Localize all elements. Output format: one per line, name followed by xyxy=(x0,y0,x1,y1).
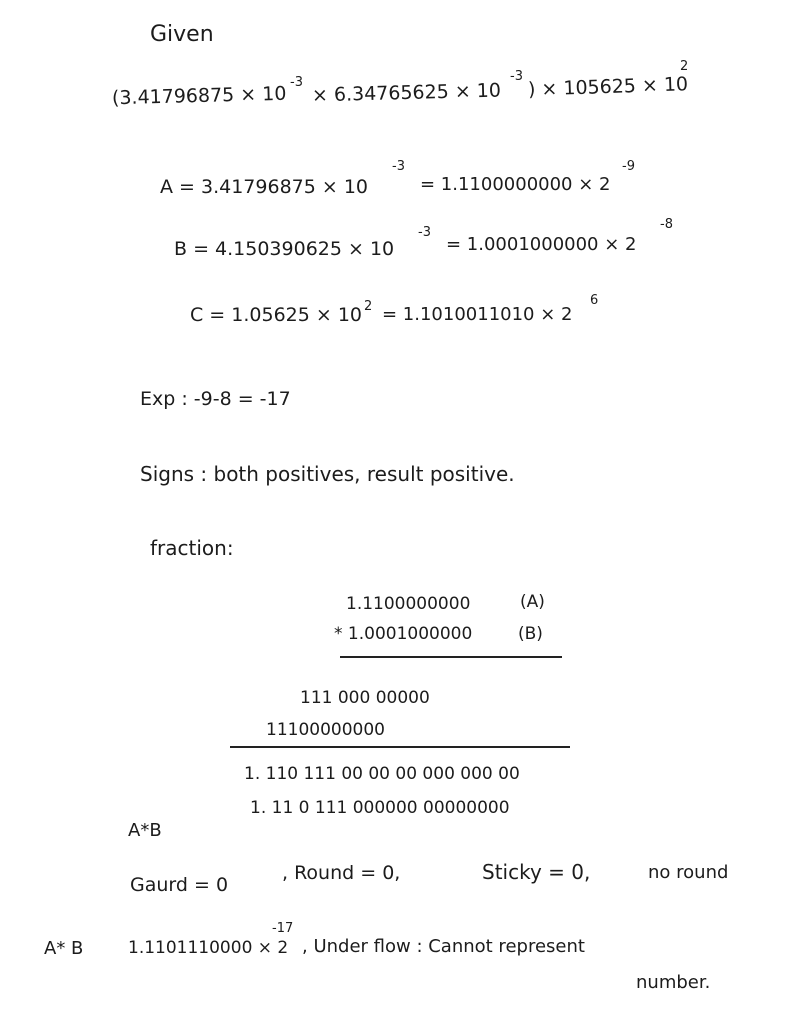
final-label: A* B xyxy=(44,938,84,959)
given-heading: Given xyxy=(150,22,214,47)
def-b-rhs-exp: -8 xyxy=(660,217,673,232)
def-a-lhs: A = 3.41796875 × 10 xyxy=(160,176,369,198)
final-exp: -17 xyxy=(272,921,294,936)
expr-exp-b: -3 xyxy=(510,69,523,84)
def-a-rhs-exp: -9 xyxy=(622,159,635,174)
def-c-exp: 2 xyxy=(364,299,373,314)
sum-line: 1. 110 111 00 00 00 000 000 00 xyxy=(244,764,520,784)
expr-part-b: × 6.34765625 × 10 xyxy=(311,79,502,107)
expr-part-a: (3.41796875 × 10 xyxy=(111,82,287,110)
final-value: 1.1101110000 × 2 xyxy=(128,938,289,958)
def-b-exp: -3 xyxy=(418,225,431,240)
fraction-heading: fraction: xyxy=(150,536,234,560)
sticky-bit: Sticky = 0, xyxy=(482,860,591,884)
def-a-exp: -3 xyxy=(392,159,405,174)
result-value: 1. 11 0 111 000000 00000000 xyxy=(250,798,510,818)
def-a-rhs: = 1.1100000000 × 2 xyxy=(420,174,611,195)
underflow-note-cont: number. xyxy=(636,972,711,993)
multiplier: * 1.0001000000 xyxy=(334,624,473,644)
sum-rule xyxy=(230,746,570,748)
expr-part-c: ) × 105625 × 10 xyxy=(527,73,689,101)
round-bit: , Round = 0, xyxy=(282,862,401,884)
exponent-line: Exp : -9-8 = -17 xyxy=(140,388,291,410)
result-label: A*B xyxy=(128,820,162,841)
def-b-lhs: B = 4.150390625 × 10 xyxy=(174,238,395,260)
expr-exp-a: -3 xyxy=(290,75,303,90)
rounding-note: no round xyxy=(648,862,729,883)
multiplicand: 1.1100000000 xyxy=(346,594,471,614)
def-b-rhs: = 1.0001000000 × 2 xyxy=(446,234,637,255)
def-c-rhs: = 1.1010011010 × 2 xyxy=(382,304,573,325)
expr-exp-c: 2 xyxy=(680,59,689,74)
multiplier-tag: (B) xyxy=(518,624,543,644)
def-c-rhs-exp: 6 xyxy=(590,293,599,308)
multiply-rule xyxy=(340,656,562,658)
signs-line: Signs : both positives, result positive. xyxy=(140,462,515,486)
underflow-note: , Under flow : Cannot represent xyxy=(302,936,585,957)
def-c-lhs: C = 1.05625 × 10 xyxy=(190,304,363,326)
partial-product-1: 111 000 00000 xyxy=(300,688,430,708)
guard-bit: Gaurd = 0 xyxy=(130,874,229,896)
partial-product-2: 11100000000 xyxy=(266,720,385,740)
multiplicand-tag: (A) xyxy=(520,592,545,612)
